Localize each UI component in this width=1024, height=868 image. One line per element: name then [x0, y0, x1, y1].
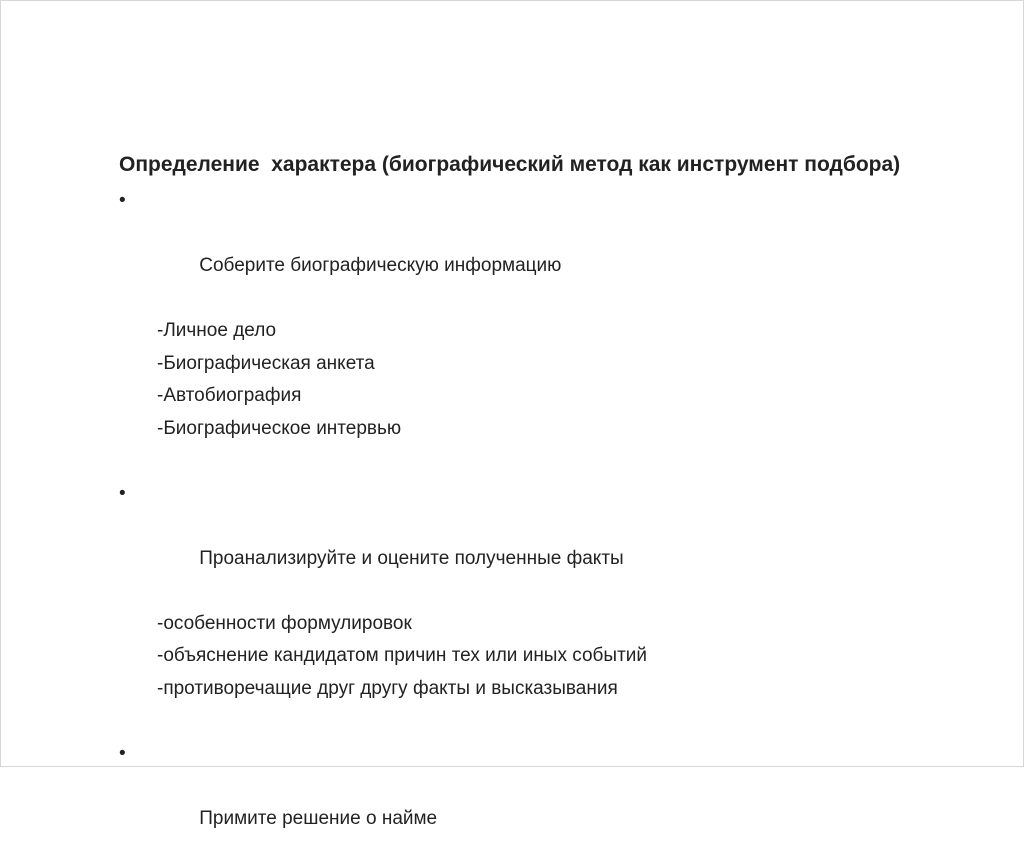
section-analyze	[119, 478, 939, 706]
section-decide	[119, 738, 939, 868]
sub-item: -Автобиография	[157, 385, 302, 406]
spacer	[119, 705, 939, 738]
spacer	[119, 445, 939, 478]
sub-item: -противоречащие друг другу факты и высказывания	[157, 677, 618, 699]
bullet-item	[119, 738, 939, 868]
slide-content	[119, 150, 939, 868]
bullet-item	[119, 185, 939, 315]
bullet-marker: •	[119, 482, 126, 504]
sub-item: -Биографическое интервью	[157, 417, 402, 439]
bullet-item	[119, 478, 939, 608]
sub-item: -Личное дело	[157, 320, 277, 341]
bullet-marker: •	[119, 190, 126, 211]
sub-item: -Биографическая анкета	[157, 352, 375, 374]
sub-item: -особенности формулировок	[157, 612, 412, 634]
slide-title: Определение характера (биографический метод как инструмент подбора)	[119, 153, 901, 176]
bullet-heading: Проанализируйте и оцените полученные факты	[199, 547, 624, 569]
bullet-heading: Соберите биографическую информацию	[199, 255, 562, 276]
bullet-marker: •	[119, 742, 126, 764]
bullet-heading: Примите решение о найме	[199, 807, 438, 829]
sub-item: -объяснение кандидатом причин тех или иных событий	[157, 645, 647, 666]
section-collect	[119, 185, 939, 445]
